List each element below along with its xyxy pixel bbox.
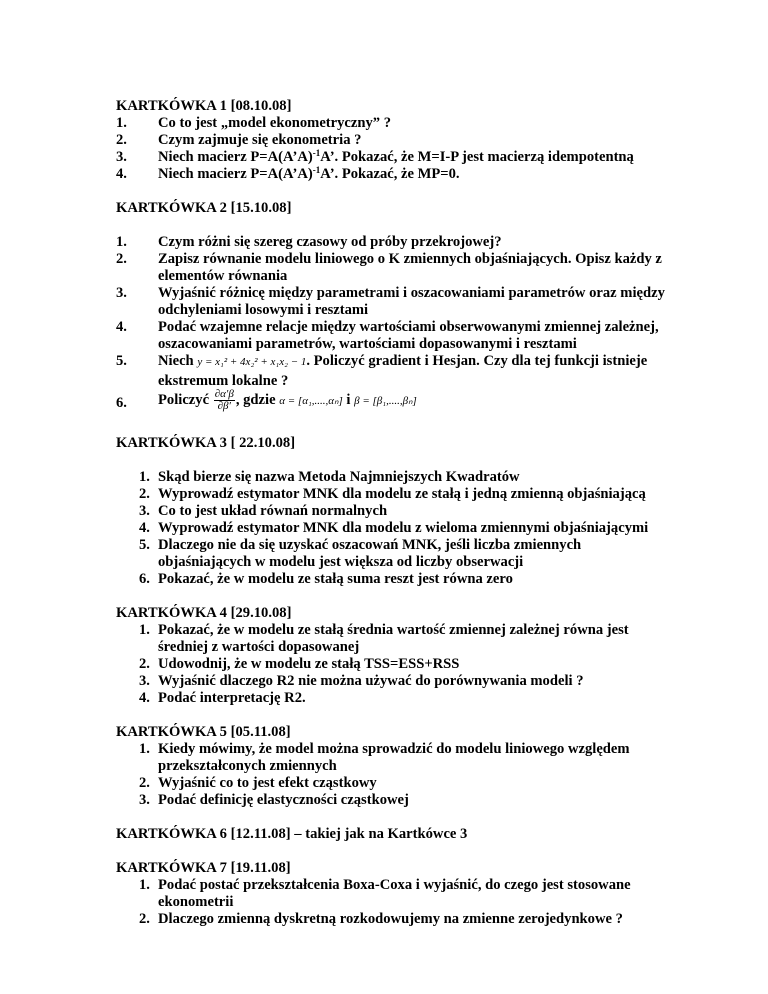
k1-title: KARTKÓWKA 1 [08.10.08] — [116, 98, 292, 114]
formula-y: y = x₁² + 4x₂² + x₁x₂ − 1 — [197, 356, 307, 368]
k5-title: KARTKÓWKA 5 [05.11.08] — [116, 724, 291, 740]
item-number: 2. — [116, 251, 127, 267]
item-text: Wyjaśnić dlaczego R2 nie można używać do porównywania modeli ? — [158, 673, 584, 689]
item-number: 4. — [116, 166, 127, 182]
k6-title: KARTKÓWKA 6 [12.11.08] – takiej jak na Kartkówce 3 — [116, 826, 468, 842]
item-text: Skąd bierze się nazwa Metoda Najmniejszych Kwadratów — [158, 469, 520, 485]
item-text: Wyprowadź estymator MNK dla modelu z wieloma zmiennymi objaśniającymi — [158, 520, 649, 536]
item-number: 1. — [116, 234, 127, 250]
item-number: 1. — [139, 741, 150, 757]
item-text: Wyjaśnić co to jest efekt cząstkowy — [158, 775, 377, 791]
item-number: 6. — [139, 571, 150, 587]
item-text-continued: elementów równania — [158, 268, 288, 284]
item-number: 6. — [116, 395, 127, 411]
partial-derivative-fraction: $\frac{\partial\alpha'\beta}{\partial\beta'}$ — [214, 388, 234, 412]
item-number: 4. — [139, 520, 150, 536]
item-text-continued: objaśniających w modelu jest większa od liczby obserwacji — [158, 554, 524, 570]
item-text: Pokazać, że w modelu ze stałą suma reszt jest równa zero — [158, 571, 513, 587]
alpha-vector: α = [α₁,....,αₙ] — [279, 394, 343, 407]
item-text: Dlaczego nie da się uzyskać oszacowań MNK, jeśli liczba zmiennych — [158, 537, 582, 553]
item-text: Czym różni się szereg czasowy od próby przekrojowej? — [158, 234, 502, 250]
item-text: Niech macierz P=A(A’A)$^{-1}$A’. Pokazać, że M=I-P jest macierzą idempotentną — [158, 148, 634, 165]
item-text-continued: oszacowaniami parametrów, wartościami dopasowanymi i resztami — [158, 336, 577, 352]
k2-title: KARTKÓWKA 2 [15.10.08] — [116, 200, 292, 216]
item-number: 2. — [139, 911, 150, 927]
item-text: Niech macierz P=A(A’A)$^{-1}$A’. Pokazać, że MP=0. — [158, 165, 460, 182]
item-number: 3. — [116, 285, 127, 301]
item-number: 4. — [139, 690, 150, 706]
item-number: 1. — [116, 115, 127, 131]
item-text: Co to jest układ równań normalnych — [158, 503, 388, 519]
item-number: 2. — [139, 656, 150, 672]
item-text: Kiedy mówimy, że model można sprowadzić do modelu liniowego względem — [158, 741, 630, 757]
item-number: 3. — [116, 149, 127, 165]
item-text: Niech y = x₁² + 4x₂² + x₁x₂ − 1. Policzyć gradient i Hesjan. Czy dla tej funkcji istnieje — [158, 353, 648, 369]
item-text: Podać interpretację R2. — [158, 690, 306, 706]
item-text: Czym zajmuje się ekonometria ? — [158, 132, 362, 148]
item-number: 3. — [139, 792, 150, 808]
item-number: 5. — [139, 537, 150, 553]
item-text: Wyprowadź estymator MNK dla modelu ze stałą i jedną zmienną objaśniającą — [158, 486, 646, 502]
item-text: Podać postać przekształcenia Boxa-Coxa i wyjaśnić, do czego jest stosowane — [158, 877, 631, 893]
item-number: 4. — [116, 319, 127, 335]
item-number: 1. — [139, 877, 150, 893]
item-text-continued: ekstremum lokalne ? — [158, 373, 289, 389]
item-number: 1. — [139, 469, 150, 485]
item-text: Wyjaśnić różnicę między parametrami i oszacowaniami parametrów oraz między — [158, 285, 665, 301]
item-text: Podać definicję elastyczności cząstkowej — [158, 792, 409, 808]
item-text-continued: średniej z wartości dopasowanej — [158, 639, 360, 655]
item-text: Pokazać, że w modelu ze stałą średnia wartość zmiennej zależnej równa jest — [158, 622, 629, 638]
item-number: 1. — [139, 622, 150, 638]
k4-title: KARTKÓWKA 4 [29.10.08] — [116, 605, 292, 621]
beta-vector: β = [β₁,....,βₙ] — [354, 394, 417, 407]
item-number: 3. — [139, 673, 150, 689]
k7-title: KARTKÓWKA 7 [19.11.08] — [116, 860, 291, 876]
item-text-continued: odchyleniami losowymi i resztami — [158, 302, 369, 318]
item-text: Co to jest „model ekonometryczny” ? — [158, 115, 392, 131]
item-number: 2. — [116, 132, 127, 148]
item-text: Udowodnij, że w modelu ze stałą TSS=ESS+RSS — [158, 656, 460, 672]
item-text: Podać wzajemne relacje między wartościami obserwowanymi zmiennej zależnej, — [158, 319, 659, 335]
item-number: 3. — [139, 503, 150, 519]
item-text: Policzyć $\frac{\partial\alpha'\beta}{\partial\beta'}$ , gdzie α = [α₁,....,αₙ] i β = [β₁,....,βₙ] — [158, 388, 417, 412]
item-number: 2. — [139, 775, 150, 791]
item-text-continued: przekształconych zmiennych — [158, 758, 337, 774]
item-number: 2. — [139, 486, 150, 502]
item-text-continued: ekonometrii — [158, 894, 234, 910]
item-number: 5. — [116, 353, 127, 369]
item-text: Zapisz równanie modelu liniowego o K zmiennych objaśniających. Opisz każdy z — [158, 251, 662, 267]
item-text: Dlaczego zmienną dyskretną rozkodowujemy na zmienne zerojedynkowe ? — [158, 911, 623, 927]
k3-title: KARTKÓWKA 3 [ 22.10.08] — [116, 435, 296, 451]
